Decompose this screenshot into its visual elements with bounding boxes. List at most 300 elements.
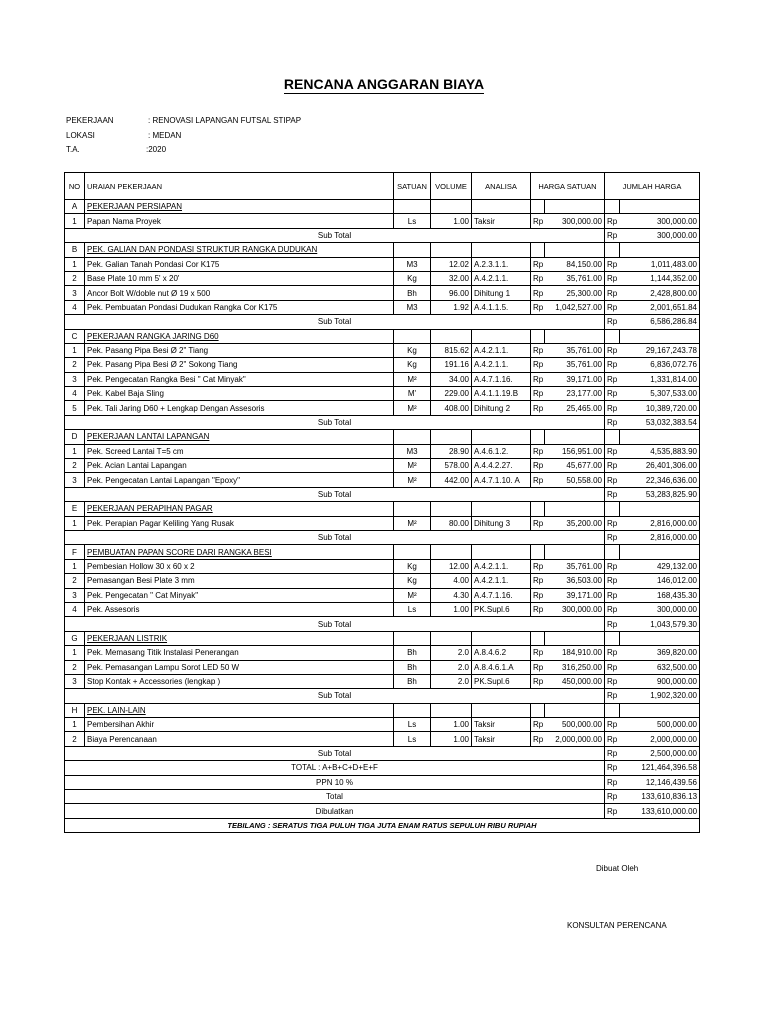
currency-label: Rp (531, 387, 545, 401)
section-title (85, 631, 394, 645)
item-analysis: A.4.2.1.1. (472, 574, 531, 588)
item-volume: 28.90 (431, 444, 472, 458)
made-by-label: Dibuat Oleh (596, 864, 639, 873)
subtotal-label: Sub Total (65, 487, 605, 501)
info-value-ta: :2020 (146, 145, 167, 154)
item-volume: 229.00 (431, 387, 472, 401)
item-row (65, 646, 700, 660)
item-no: 4 (65, 300, 85, 314)
item-total-price: 1,331,814.00 (620, 372, 700, 386)
section-row (65, 200, 700, 214)
section-title-text: PEMBUATAN PAPAN SCORE DARI RANGKA BESI (87, 547, 272, 557)
item-total-price: 146,012.00 (620, 574, 700, 588)
subtotal-value: 1,043,579.30 (620, 617, 700, 631)
empty-cell (620, 703, 700, 717)
empty-cell (431, 631, 472, 645)
empty-cell (394, 200, 431, 214)
item-row (65, 516, 700, 530)
item-no: 5 (65, 401, 85, 415)
item-analysis: Dihitung 1 (472, 286, 531, 300)
item-unit-price: 300,000.00 (545, 214, 605, 228)
item-analysis: Taksir (472, 718, 531, 732)
total-value: 12,146,439.56 (620, 775, 700, 789)
subtotal-label: Sub Total (65, 689, 605, 703)
currency-label: Rp (605, 315, 620, 329)
empty-cell (531, 502, 545, 516)
item-description: Pek. Galian Tanah Pondasi Cor K175 (85, 257, 394, 271)
item-unit-price: 39,171.00 (545, 372, 605, 386)
empty-cell (431, 430, 472, 444)
item-row (65, 257, 700, 271)
item-analysis: Dihitung 2 (472, 401, 531, 415)
item-unit-price: 1,042,527.00 (545, 300, 605, 314)
item-analysis: A.4.4.2.27. (472, 459, 531, 473)
currency-label: Rp (605, 602, 620, 616)
header-harga-satuan: HARGA SATUAN (531, 173, 605, 200)
info-value-pekerjaan: : RENOVASI LAPANGAN FUTSAL STIPAP (148, 116, 302, 125)
section-title (85, 329, 394, 343)
budget-table (64, 172, 700, 833)
currency-label: Rp (605, 372, 620, 386)
item-no: 1 (65, 257, 85, 271)
item-description: Papan Nama Proyek (85, 214, 394, 228)
currency-label: Rp (605, 530, 620, 544)
item-row (65, 286, 700, 300)
item-unit-price: 450,000.00 (545, 674, 605, 688)
item-analysis: PK.Supl.6 (472, 602, 531, 616)
section-title (85, 545, 394, 559)
currency-label: Rp (531, 271, 545, 285)
item-row (65, 343, 700, 357)
header-volume: VOLUME (431, 173, 472, 200)
item-row (65, 674, 700, 688)
empty-cell (531, 631, 545, 645)
item-unit: M3 (394, 444, 431, 458)
item-unit: M² (394, 516, 431, 530)
item-unit-price: 35,761.00 (545, 559, 605, 573)
empty-cell (531, 430, 545, 444)
item-volume: 12.00 (431, 559, 472, 573)
item-analysis: A.4.7.1.16. (472, 372, 531, 386)
section-row (65, 502, 700, 516)
item-unit: Kg (394, 343, 431, 357)
info-value-lokasi: : MEDAN (148, 131, 182, 140)
item-unit: Bh (394, 646, 431, 660)
item-total-price: 2,000,000.00 (620, 732, 700, 746)
item-unit-price: 84,150.00 (545, 257, 605, 271)
empty-cell (620, 200, 700, 214)
currency-label: Rp (531, 372, 545, 386)
item-total-price: 2,816,000.00 (620, 516, 700, 530)
item-row (65, 387, 700, 401)
header-no: NO (65, 173, 85, 200)
item-total-price: 2,001,651.84 (620, 300, 700, 314)
empty-cell (431, 703, 472, 717)
header-satuan: SATUAN (394, 173, 431, 200)
item-unit: M' (394, 387, 431, 401)
currency-label: Rp (605, 674, 620, 688)
item-no: 4 (65, 387, 85, 401)
item-description: Pek. Tali Jaring D60 + Lengkap Dengan Assesoris (85, 401, 394, 415)
currency-label: Rp (531, 559, 545, 573)
info-label-ta: T.A. (66, 145, 80, 154)
empty-cell (431, 502, 472, 516)
item-no: 1 (65, 214, 85, 228)
item-total-price: 22,346,636.00 (620, 473, 700, 487)
item-analysis: A.4.7.1.16. (472, 588, 531, 602)
item-description: Biaya Perencanaan (85, 732, 394, 746)
currency-label: Rp (531, 257, 545, 271)
item-total-price: 500,000.00 (620, 718, 700, 732)
item-description: Base Plate 10 mm 5' x 20' (85, 271, 394, 285)
section-title (85, 200, 394, 214)
empty-cell (431, 200, 472, 214)
currency-label: Rp (605, 415, 620, 429)
empty-cell (605, 200, 620, 214)
subtotal-label: Sub Total (65, 746, 605, 760)
empty-cell (431, 243, 472, 257)
item-no: 4 (65, 602, 85, 616)
currency-label: Rp (531, 214, 545, 228)
section-code: B (65, 243, 85, 257)
empty-cell (620, 329, 700, 343)
currency-label: Rp (605, 343, 620, 357)
currency-label: Rp (605, 646, 620, 660)
currency-label: Rp (605, 732, 620, 746)
item-unit: Bh (394, 674, 431, 688)
grand-total-row (65, 804, 700, 818)
item-no: 1 (65, 516, 85, 530)
grand-total-row (65, 761, 700, 775)
item-unit: Ls (394, 732, 431, 746)
subtotal-value: 6,586,286.84 (620, 315, 700, 329)
item-volume: 408.00 (431, 401, 472, 415)
section-code: D (65, 430, 85, 444)
item-row (65, 300, 700, 314)
currency-label: Rp (605, 559, 620, 573)
item-unit-price: 35,761.00 (545, 358, 605, 372)
item-analysis: A.4.2.1.1. (472, 271, 531, 285)
empty-cell (620, 502, 700, 516)
section-row (65, 430, 700, 444)
item-unit: Bh (394, 660, 431, 674)
item-description: Stop Kontak + Accessories (lengkap ) (85, 674, 394, 688)
currency-label: Rp (531, 574, 545, 588)
item-total-price: 300,000.00 (620, 214, 700, 228)
total-value: 133,610,000.00 (620, 804, 700, 818)
item-no: 3 (65, 588, 85, 602)
item-unit: Kg (394, 271, 431, 285)
item-description: Pek. Memasang Titik Instalasi Penerangan (85, 646, 394, 660)
item-no: 1 (65, 559, 85, 573)
currency-label: Rp (531, 516, 545, 530)
empty-cell (431, 545, 472, 559)
item-unit-price: 500,000.00 (545, 718, 605, 732)
item-total-price: 4,535,883.90 (620, 444, 700, 458)
empty-cell (545, 243, 605, 257)
item-total-price: 6,836,072.76 (620, 358, 700, 372)
item-unit: M² (394, 473, 431, 487)
empty-cell (605, 502, 620, 516)
empty-cell (394, 430, 431, 444)
item-description: Pek. Perapian Pagar Keliling Yang Rusak (85, 516, 394, 530)
section-title-text: PEKERJAAN RANGKA JARING D60 (87, 331, 219, 341)
section-row (65, 545, 700, 559)
document-title: RENCANA ANGGARAN BIAYA (283, 76, 485, 92)
currency-label: Rp (605, 790, 620, 804)
item-unit-price: 25,465.00 (545, 401, 605, 415)
item-unit: Ls (394, 602, 431, 616)
currency-label: Rp (605, 401, 620, 415)
section-row (65, 243, 700, 257)
currency-label: Rp (605, 761, 620, 775)
header-analisa: ANALISA (472, 173, 531, 200)
item-row (65, 358, 700, 372)
item-volume: 1.00 (431, 718, 472, 732)
grand-total-row (65, 790, 700, 804)
currency-label: Rp (531, 343, 545, 357)
subtotal-label: Sub Total (65, 530, 605, 544)
empty-cell (472, 703, 531, 717)
section-title-text: PEK. LAIN-LAIN (87, 705, 146, 715)
section-row (65, 329, 700, 343)
currency-label: Rp (531, 444, 545, 458)
currency-label: Rp (605, 660, 620, 674)
empty-cell (605, 430, 620, 444)
grand-total-row (65, 775, 700, 789)
empty-cell (472, 200, 531, 214)
empty-cell (605, 703, 620, 717)
currency-label: Rp (531, 300, 545, 314)
item-analysis: A.8.4.6.2 (472, 646, 531, 660)
item-description: Pembersihan Akhir (85, 718, 394, 732)
subtotal-value: 1,902,320.00 (620, 689, 700, 703)
currency-label: Rp (605, 444, 620, 458)
subtotal-row (65, 689, 700, 703)
item-row (65, 559, 700, 573)
currency-label: Rp (605, 459, 620, 473)
currency-label: Rp (531, 459, 545, 473)
terbilang-row (65, 818, 700, 832)
item-volume: 578.00 (431, 459, 472, 473)
subtotal-label: Sub Total (65, 415, 605, 429)
item-row (65, 473, 700, 487)
item-analysis: A.8.4.6.1.A (472, 660, 531, 674)
item-no: 2 (65, 271, 85, 285)
section-title-text: PEKERJAAN PERSIAPAN (87, 202, 182, 212)
item-analysis: A.4.7.1.10. A (472, 473, 531, 487)
currency-label: Rp (605, 588, 620, 602)
total-label: Total (65, 790, 605, 804)
item-description: Pek. Assesoris (85, 602, 394, 616)
item-row (65, 732, 700, 746)
item-row (65, 401, 700, 415)
item-analysis: A.4.1.1.19.B (472, 387, 531, 401)
item-no: 1 (65, 646, 85, 660)
budget-table-body (65, 173, 700, 833)
currency-label: Rp (531, 646, 545, 660)
item-no: 1 (65, 343, 85, 357)
item-total-price: 632,500.00 (620, 660, 700, 674)
item-unit: M² (394, 588, 431, 602)
item-unit-price: 25,300.00 (545, 286, 605, 300)
total-label: PPN 10 % (65, 775, 605, 789)
item-unit: M² (394, 401, 431, 415)
currency-label: Rp (605, 387, 620, 401)
currency-label: Rp (531, 660, 545, 674)
header-uraian: URAIAN PEKERJAAN (85, 173, 394, 200)
item-volume: 1.00 (431, 732, 472, 746)
empty-cell (472, 631, 531, 645)
item-no: 2 (65, 732, 85, 746)
item-description: Pek. Pengecatan " Cat Minyak" (85, 588, 394, 602)
item-description: Pek. Pengecatan Lantai Lapangan "Epoxy" (85, 473, 394, 487)
currency-label: Rp (531, 588, 545, 602)
item-row (65, 602, 700, 616)
subtotal-value: 53,032,383.54 (620, 415, 700, 429)
item-unit: Kg (394, 559, 431, 573)
item-no: 3 (65, 674, 85, 688)
subtotal-value: 2,816,000.00 (620, 530, 700, 544)
item-unit-price: 39,171.00 (545, 588, 605, 602)
item-total-price: 5,307,533.00 (620, 387, 700, 401)
subtotal-row (65, 315, 700, 329)
section-title (85, 243, 394, 257)
item-volume: 1.00 (431, 602, 472, 616)
empty-cell (620, 430, 700, 444)
item-row (65, 444, 700, 458)
item-analysis: A.4.2.1.1. (472, 559, 531, 573)
item-total-price: 429,132.00 (620, 559, 700, 573)
empty-cell (431, 329, 472, 343)
table-header-row (65, 173, 700, 200)
item-no: 3 (65, 372, 85, 386)
item-unit: Bh (394, 286, 431, 300)
item-analysis: A.4.2.1.1. (472, 343, 531, 357)
item-unit-price: 45,677.00 (545, 459, 605, 473)
header-jumlah-harga: JUMLAH HARGA (605, 173, 700, 200)
item-unit-price: 316,250.00 (545, 660, 605, 674)
empty-cell (545, 200, 605, 214)
empty-cell (394, 545, 431, 559)
item-row (65, 372, 700, 386)
section-code: E (65, 502, 85, 516)
item-no: 3 (65, 286, 85, 300)
item-volume: 34.00 (431, 372, 472, 386)
item-description: Pek. Pasang Pipa Besi Ø 2" Sokong Tiang (85, 358, 394, 372)
subtotal-value: 2,500,000.00 (620, 746, 700, 760)
item-unit: Kg (394, 358, 431, 372)
item-volume: 191.16 (431, 358, 472, 372)
currency-label: Rp (605, 775, 620, 789)
empty-cell (394, 631, 431, 645)
currency-label: Rp (605, 516, 620, 530)
item-total-price: 300,000.00 (620, 602, 700, 616)
empty-cell (545, 631, 605, 645)
currency-label: Rp (605, 257, 620, 271)
item-analysis: A.4.2.1.1. (472, 358, 531, 372)
item-row (65, 588, 700, 602)
total-value: 133,610,836.13 (620, 790, 700, 804)
currency-label: Rp (605, 804, 620, 818)
currency-label: Rp (531, 473, 545, 487)
currency-label: Rp (531, 674, 545, 688)
item-unit-price: 35,761.00 (545, 271, 605, 285)
item-volume: 815.62 (431, 343, 472, 357)
subtotal-value: 53,283,825.90 (620, 487, 700, 501)
empty-cell (531, 329, 545, 343)
empty-cell (605, 631, 620, 645)
total-label: Dibulatkan (65, 804, 605, 818)
empty-cell (394, 243, 431, 257)
item-volume: 32.00 (431, 271, 472, 285)
currency-label: Rp (605, 487, 620, 501)
currency-label: Rp (531, 602, 545, 616)
section-code: H (65, 703, 85, 717)
item-unit-price: 184,910.00 (545, 646, 605, 660)
item-analysis: Taksir (472, 214, 531, 228)
item-row (65, 459, 700, 473)
item-description: Pek. Pembuatan Pondasi Dudukan Rangka Cor K175 (85, 300, 394, 314)
subtotal-label: Sub Total (65, 315, 605, 329)
item-description: Pek. Acian Lantai Lapangan (85, 459, 394, 473)
item-description: Pek. Screed Lantai T=5 cm (85, 444, 394, 458)
currency-label: Rp (605, 228, 620, 242)
item-analysis: PK.Supl.6 (472, 674, 531, 688)
section-code: C (65, 329, 85, 343)
subtotal-value: 300,000.00 (620, 228, 700, 242)
item-total-price: 1,011,483.00 (620, 257, 700, 271)
section-row (65, 631, 700, 645)
item-description: Pek. Pemasangan Lampu Sorot LED 50 W (85, 660, 394, 674)
item-analysis: A.2.3.1.1. (472, 257, 531, 271)
item-row (65, 574, 700, 588)
empty-cell (620, 631, 700, 645)
item-total-price: 2,428,800.00 (620, 286, 700, 300)
currency-label: Rp (531, 732, 545, 746)
item-analysis: A.4.6.1.2. (472, 444, 531, 458)
item-row (65, 718, 700, 732)
item-unit-price: 50,558.00 (545, 473, 605, 487)
item-unit-price: 35,200.00 (545, 516, 605, 530)
item-description: Pek. Kabel Baja Sling (85, 387, 394, 401)
item-unit: M² (394, 459, 431, 473)
section-title (85, 430, 394, 444)
currency-label: Rp (605, 689, 620, 703)
currency-label: Rp (605, 746, 620, 760)
currency-label: Rp (605, 358, 620, 372)
subtotal-row (65, 487, 700, 501)
empty-cell (531, 200, 545, 214)
empty-cell (605, 545, 620, 559)
item-volume: 96.00 (431, 286, 472, 300)
subtotal-row (65, 530, 700, 544)
item-volume: 4.30 (431, 588, 472, 602)
item-total-price: 369,820.00 (620, 646, 700, 660)
currency-label: Rp (605, 617, 620, 631)
empty-cell (620, 243, 700, 257)
currency-label: Rp (531, 286, 545, 300)
section-code: A (65, 200, 85, 214)
item-analysis: Taksir (472, 732, 531, 746)
item-analysis: A.4.1.1.5. (472, 300, 531, 314)
empty-cell (394, 703, 431, 717)
section-title (85, 502, 394, 516)
item-volume: 2.0 (431, 646, 472, 660)
currency-label: Rp (605, 300, 620, 314)
empty-cell (545, 329, 605, 343)
currency-label: Rp (605, 286, 620, 300)
